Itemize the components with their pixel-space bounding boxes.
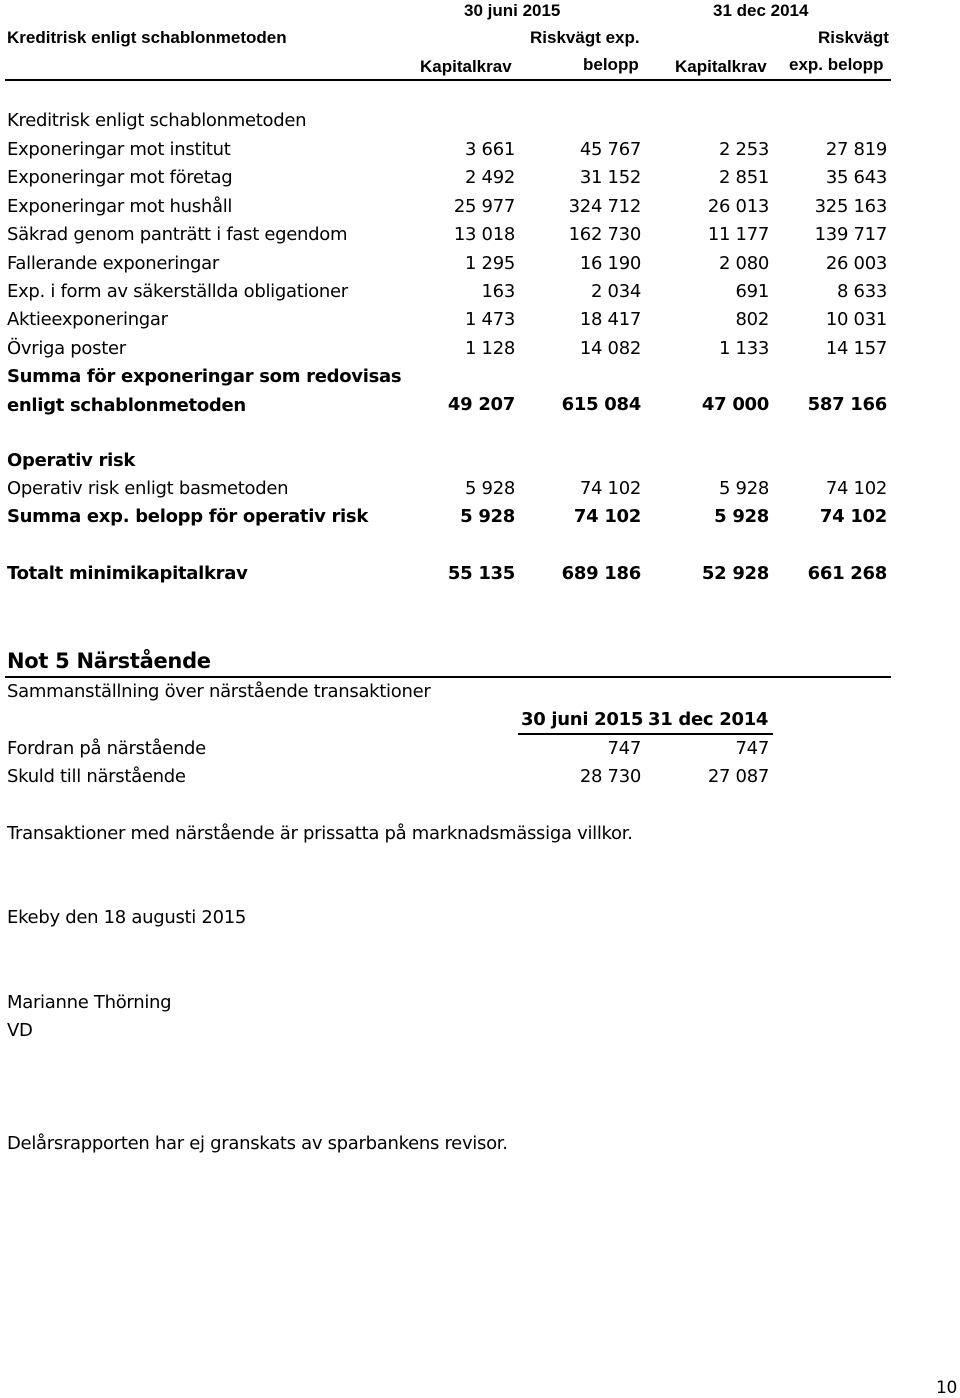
- op-risk-value: 74 102: [579, 478, 641, 499]
- summa-label-line1: Summa för exponeringar som redovisas: [7, 366, 402, 387]
- table-row-label: Exponeringar mot företag: [7, 167, 233, 188]
- total-value: 52 928: [701, 563, 769, 584]
- table-cell: 2 253: [718, 139, 769, 160]
- signatory-name: Marianne Thörning: [7, 992, 172, 1013]
- section-label: Kreditrisk enligt schablonmetoden: [7, 110, 307, 131]
- table-cell: 325 163: [814, 196, 887, 217]
- table-cell: 324 712: [568, 196, 641, 217]
- note5-title: Not 5 Närstående: [7, 649, 211, 673]
- note5-subtitle: Sammanställning över närstående transaktioner: [7, 681, 431, 702]
- table-cell: 2 034: [590, 281, 641, 302]
- total-label: Totalt minimikapitalkrav: [7, 563, 248, 584]
- op-sum-value: 74 102: [573, 506, 641, 527]
- page-number: 10: [936, 1378, 958, 1398]
- header-col4-line2: exp. belopp: [789, 55, 884, 74]
- table-cell: 163: [481, 281, 515, 302]
- op-risk-heading: Operativ risk: [7, 450, 136, 471]
- table-title: Kreditrisk enligt schablonmetoden: [7, 28, 287, 47]
- table-cell: 802: [735, 309, 769, 330]
- header-col4-line1: Riskvägt: [818, 28, 889, 47]
- table-row-label: Övriga poster: [7, 338, 126, 359]
- table-cell: 35 643: [825, 167, 887, 188]
- summa-value: 47 000: [701, 394, 769, 415]
- op-risk-value: 74 102: [825, 478, 887, 499]
- table-cell: 2 851: [718, 167, 769, 188]
- table-cell: 45 767: [579, 139, 641, 160]
- table-cell: 14 082: [579, 338, 641, 359]
- table-cell: 26 013: [707, 196, 769, 217]
- table-cell: 16 190: [579, 253, 641, 274]
- table-row-label: Fallerande exponeringar: [7, 253, 219, 274]
- header-col2-line2: belopp: [583, 55, 639, 74]
- header-rule: [5, 79, 891, 81]
- header-col1: Kapitalkrav: [420, 57, 512, 76]
- op-risk-value: 5 928: [464, 478, 515, 499]
- note5-row-value: 28 730: [579, 766, 641, 787]
- header-period-2015: 30 juni 2015: [464, 1, 561, 20]
- total-value: 55 135: [447, 563, 515, 584]
- table-cell: 25 977: [453, 196, 515, 217]
- summa-value: 49 207: [447, 394, 515, 415]
- table-cell: 139 717: [814, 224, 887, 245]
- op-risk-label: Operativ risk enligt basmetoden: [7, 478, 289, 499]
- table-row-label: Aktieexponeringar: [7, 309, 168, 330]
- table-row-label: Exponeringar mot institut: [7, 139, 231, 160]
- note5-statement: Transaktioner med närstående är prissatta på marknadsmässiga villkor.: [7, 823, 633, 844]
- total-value: 661 268: [807, 563, 887, 584]
- table-cell: 10 031: [825, 309, 887, 330]
- note5-row-value: 747: [607, 738, 641, 759]
- table-cell: 11 177: [707, 224, 769, 245]
- note5-col-rule: [518, 733, 773, 735]
- op-sum-value: 5 928: [714, 506, 769, 527]
- note5-row-value: 747: [735, 738, 769, 759]
- table-cell: 1 295: [464, 253, 515, 274]
- audit-note: Delårsrapporten har ej granskats av sparbankens revisor.: [7, 1133, 508, 1154]
- table-cell: 2 080: [718, 253, 769, 274]
- total-value: 689 186: [561, 563, 641, 584]
- table-cell: 691: [735, 281, 769, 302]
- note5-row-value: 27 087: [707, 766, 769, 787]
- table-cell: 162 730: [568, 224, 641, 245]
- op-sum-value: 5 928: [460, 506, 515, 527]
- table-row-label: Säkrad genom panträtt i fast egendom: [7, 224, 348, 245]
- note5-row-label: Fordran på närstående: [7, 738, 206, 759]
- table-cell: 31 152: [579, 167, 641, 188]
- note5-col2: 31 dec 2014: [648, 709, 769, 730]
- table-cell: 2 492: [464, 167, 515, 188]
- op-risk-value: 5 928: [718, 478, 769, 499]
- op-sum-value: 74 102: [819, 506, 887, 527]
- header-col3: Kapitalkrav: [675, 57, 767, 76]
- note5-col1: 30 juni 2015: [521, 709, 644, 730]
- header-period-2014: 31 dec 2014: [713, 1, 809, 20]
- summa-label-line2: enligt schablonmetoden: [7, 395, 246, 416]
- note5-row-label: Skuld till närstående: [7, 766, 186, 787]
- table-cell: 14 157: [825, 338, 887, 359]
- table-cell: 13 018: [453, 224, 515, 245]
- table-cell: 3 661: [464, 139, 515, 160]
- summa-value: 587 166: [807, 394, 887, 415]
- signatory-role: VD: [7, 1020, 33, 1041]
- table-cell: 1 133: [718, 338, 769, 359]
- op-sum-label: Summa exp. belopp för operativ risk: [7, 506, 369, 527]
- table-cell: 1 128: [464, 338, 515, 359]
- table-row-label: Exp. i form av säkerställda obligationer: [7, 281, 348, 302]
- place-date: Ekeby den 18 augusti 2015: [7, 907, 247, 928]
- table-cell: 18 417: [579, 309, 641, 330]
- table-cell: 8 633: [836, 281, 887, 302]
- table-cell: 27 819: [825, 139, 887, 160]
- header-col2-line1: Riskvägt exp.: [530, 28, 640, 47]
- table-cell: 1 473: [464, 309, 515, 330]
- summa-value: 615 084: [561, 394, 641, 415]
- table-cell: 26 003: [825, 253, 887, 274]
- table-row-label: Exponeringar mot hushåll: [7, 196, 233, 217]
- note5-rule: [5, 676, 891, 678]
